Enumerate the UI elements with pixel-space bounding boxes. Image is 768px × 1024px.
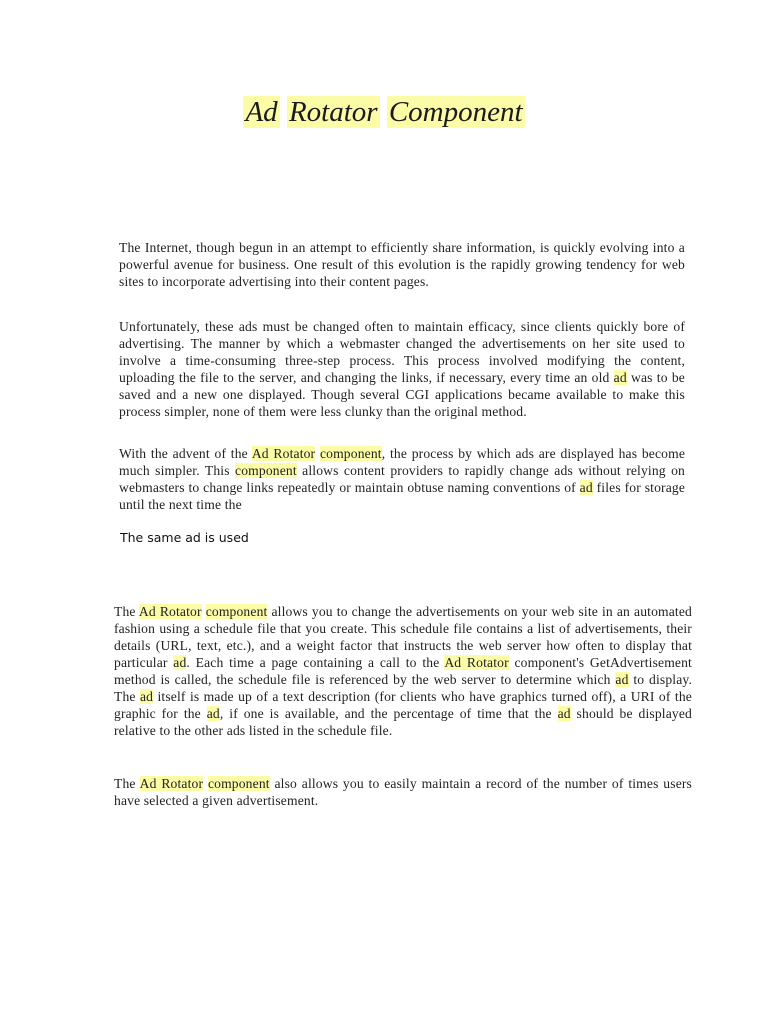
highlighted-term: component — [235, 463, 297, 478]
highlighted-term: ad — [206, 706, 220, 721]
highlighted-term: component — [205, 604, 268, 619]
highlighted-term: ad — [173, 655, 187, 670]
highlighted-term: component — [319, 446, 382, 461]
title-word: Rotator — [288, 96, 378, 128]
paragraph: The Ad Rotator component allows you to change the advertisements on your web site in an automated fashion using a schedule file that you create. This schedule file contains a list of advertisements, their details (URL, text, etc.), and a weight factor that instructs the web server how often to display that particular ad. Each time a page containing a call to the Ad Rotator component's GetAdvertisement method is called, the schedule file is referenced by the web server to determine which ad to display. The ad itself is made up of a text description (for clients who have graphics turned off), a URI of the graphic for the ad, if one is available, and the percentage of time that the ad should be displayed relative to the other ads listed in the schedule file. — [114, 604, 692, 738]
highlighted-term: ad — [557, 706, 571, 721]
title-word: Ad — [245, 96, 278, 128]
note-text: The same ad is used — [120, 530, 249, 545]
paragraph: Unfortunately, these ads must be changed often to maintain efficacy, since clients quickly bore of advertising. The manner by which a webmaster changed the advertisements on her site used to involve a time-consuming three-step process. This process involved modifying the content, uploading the file to the server, and changing the links, if necessary, every time an old ad was to be saved and a new one displayed. Though several CGI applications became available to make this process simpler, none of them were less clunky than the original method. — [119, 319, 685, 419]
highlighted-term: Ad Rotator — [444, 655, 509, 670]
highlighted-term: Ad Rotator — [139, 776, 204, 791]
highlighted-term: Ad Rotator — [138, 604, 202, 619]
highlighted-term: Ad Rotator — [251, 446, 316, 461]
paragraph: With the advent of the Ad Rotator component, the process by which ads are displayed has become much simpler. This component allows content providers to rapidly change ads without relying on webmasters to change links repeatedly or maintain obtuse naming conventions of ad files for storage until the next time the — [119, 446, 686, 512]
highlighted-term: ad — [613, 370, 627, 385]
page-title — [0, 96, 768, 129]
paragraph: The Ad Rotator component also allows you to easily maintain a record of the number of times users have selected a given advertisement. — [114, 776, 692, 808]
highlighted-term: component — [207, 776, 270, 791]
title-word: Component — [388, 96, 523, 128]
highlighted-term: ad — [579, 480, 593, 495]
paragraph: The Internet, though begun in an attempt to efficiently share information, is quickly evolving into a powerful avenue for business. One result of this evolution is the rapidly growing tendency for web sites to incorporate advertising into their content pages. — [119, 240, 685, 289]
highlighted-term: ad — [139, 689, 154, 704]
highlighted-term: ad — [615, 672, 629, 687]
